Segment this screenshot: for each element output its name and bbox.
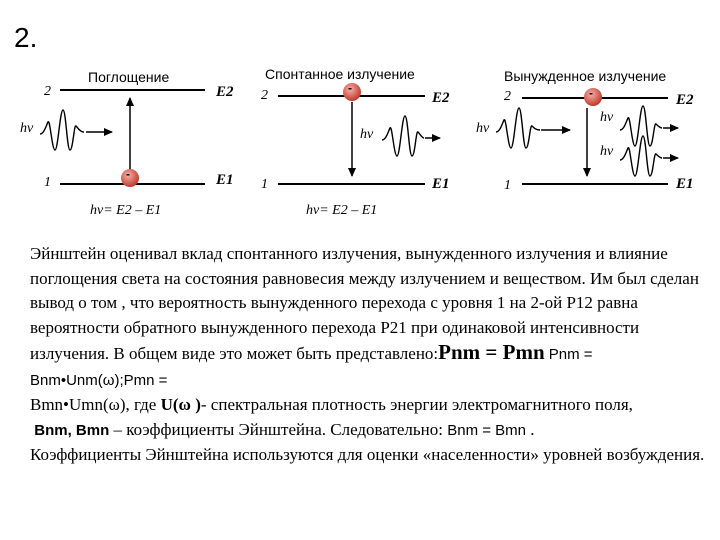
spectral-density-symbol: U(ω ) xyxy=(160,395,201,414)
equation-pnm-pmn: Pnm = Pmn xyxy=(438,340,545,364)
absorption-level-2: 2 xyxy=(44,84,51,99)
stimulated-incoming-wave xyxy=(496,108,540,148)
stimulated-outgoing-photon-label-1: hv xyxy=(600,110,614,125)
spectral-density-text: - спектральная плотность энергии электромагнитного поля, xyxy=(200,395,633,414)
spontaneous-electron-sign: - xyxy=(348,81,352,95)
paragraph-einstein-intro: Эйнштейн оценивал вклад спонтанного излучения, вынужденного излучения и влияние поглощения света на состояния равновесия между излучением и веществом. Им был сделан вывод о том , что вероятность вынужденного перехода с уровня 1 на 2-ой P12 равна вероятности обратного вынужденного перехода P21 при одинаковой интенсивности излучения. В общем виде это может быть представлено: xyxy=(30,244,699,363)
absorption-level-1: 1 xyxy=(44,175,51,190)
absorption-e2-label: E2 xyxy=(216,84,234,100)
spontaneous-e2-label: E2 xyxy=(432,90,450,106)
coefficients-period: . xyxy=(526,419,535,439)
stimulated-panel xyxy=(476,68,694,193)
spontaneous-e1-label: E1 xyxy=(432,176,450,192)
paragraph-population: Коэффициенты Эйнштейна используются для оценки «населенности» уровней возбуждения. xyxy=(30,445,705,464)
spontaneous-panel xyxy=(261,66,450,218)
body-text xyxy=(30,242,712,468)
stimulated-level-1: 1 xyxy=(504,178,511,193)
transitions-diagram xyxy=(0,0,720,240)
spontaneous-electron xyxy=(343,83,361,101)
equation-pnm-definition: Pnm = Bnm•Unm(ω);Pmn = xyxy=(30,346,593,389)
stimulated-incoming-photon-label: hv xyxy=(476,121,490,136)
stimulated-outgoing-wave-2 xyxy=(620,136,662,176)
absorption-title: Поглощение xyxy=(88,69,170,85)
stimulated-e2-label: E2 xyxy=(676,92,694,108)
equation-bmn-umn: Bmn•Umn(ω), где xyxy=(30,395,161,414)
spontaneous-emitted-wave xyxy=(382,116,424,156)
stimulated-outgoing-photon-label-2: hv xyxy=(600,144,614,159)
einstein-coefficients-symbols: Bnm, Bmn xyxy=(34,421,110,439)
stimulated-e1-label: E1 xyxy=(676,176,694,192)
absorption-e1-label: E1 xyxy=(216,172,234,188)
einstein-coefficients-text: – коэффициенты Эйнштейна. Следовательно: xyxy=(109,419,448,439)
stimulated-title: Вынужденное излучение xyxy=(504,68,667,84)
spontaneous-photon-label: hv xyxy=(360,127,374,142)
coefficients-equality: Bnm = Bmn xyxy=(447,421,527,439)
spontaneous-formula: hv= E2 – E1 xyxy=(306,203,378,218)
spontaneous-title: Спонтанное излучение xyxy=(265,66,415,82)
absorption-photon-label: hv xyxy=(20,121,34,136)
absorption-formula: hv= E2 – E1 xyxy=(90,203,162,218)
absorption-electron-sign: - xyxy=(126,167,130,181)
stimulated-electron xyxy=(584,88,602,106)
absorption-electron xyxy=(121,169,139,187)
stimulated-electron-sign: - xyxy=(589,86,593,100)
spontaneous-level-1: 1 xyxy=(261,177,268,192)
spontaneous-level-2: 2 xyxy=(261,88,268,103)
stimulated-level-2: 2 xyxy=(504,89,511,104)
slide-number: 2. xyxy=(14,22,38,53)
absorption-panel xyxy=(20,69,234,218)
absorption-incoming-wave xyxy=(40,110,84,150)
